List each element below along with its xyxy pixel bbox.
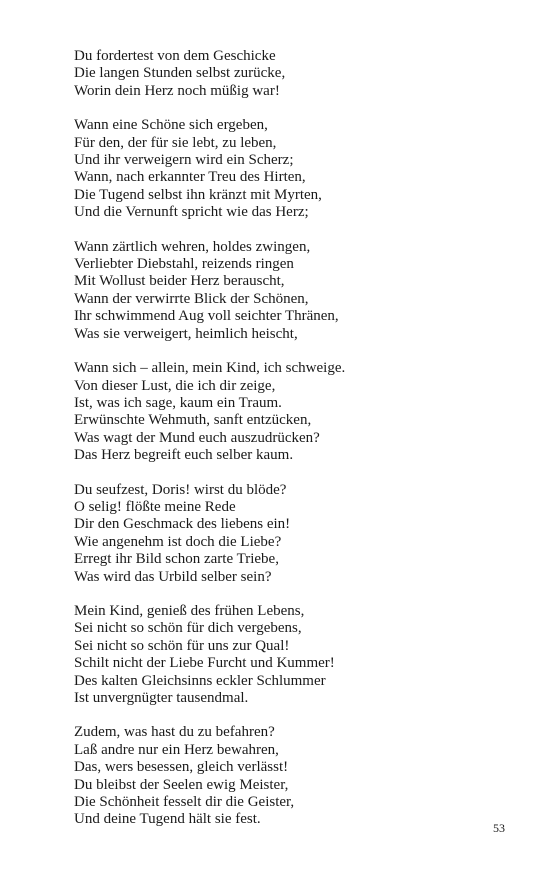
poem-line: Verliebter Diebstahl, reizends ringen	[74, 256, 294, 273]
poem-line: Und deine Tugend hält sie fest.	[74, 811, 261, 828]
poem-line: Schilt nicht der Liebe Furcht und Kummer!	[74, 655, 335, 672]
poem-line: Für den, der für sie lebt, zu leben,	[74, 134, 277, 151]
poem-line: Was wagt der Mund euch auszudrücken?	[74, 429, 320, 446]
stanza-1	[74, 48, 514, 100]
poem-line: Du seufzest, Doris! wirst du blöde?	[74, 481, 287, 498]
poem-line: Wann der verwirrte Blick der Schönen,	[74, 290, 309, 307]
poem-line: Sei nicht so schön für uns zur Qual!	[74, 637, 290, 654]
poem-line: Erwünschte Wehmuth, sanft entzücken,	[74, 412, 312, 429]
poem-line: Des kalten Gleichsinns eckler Schlummer	[74, 672, 326, 689]
poem-line: Die langen Stunden selbst zurücke,	[74, 65, 286, 82]
poem-line: Sei nicht so schön für dich vergebens,	[74, 620, 302, 637]
poem-line: Und die Vernunft spricht wie das Herz;	[74, 204, 309, 221]
stanza-5	[74, 482, 514, 586]
poem-line: Wie angenehm ist doch die Liebe?	[74, 533, 282, 550]
poem-text	[74, 48, 514, 846]
poem-line: Laß andre nur ein Herz bewahren,	[74, 741, 279, 758]
poem-line: Die Schönheit fesselt dir die Geister,	[74, 794, 295, 811]
poem-line: Du fordertest von dem Geschicke	[74, 48, 276, 64]
stanza-2	[74, 117, 514, 221]
poem-line: Mit Wollust beider Herz berauscht,	[74, 273, 285, 290]
poem-line: Das Herz begreift euch selber kaum.	[74, 447, 294, 464]
poem-line: Ihr schwimmend Aug voll seichter Thränen,	[74, 308, 339, 325]
poem-line: Das, wers besessen, gleich verlässt!	[74, 759, 289, 776]
poem-line: Ist unvergnügter tausendmal.	[74, 690, 249, 706]
stanza-4	[74, 360, 514, 464]
stanza-3	[74, 239, 514, 343]
poem-line: Und ihr verweigern wird ein Scherz;	[74, 152, 294, 169]
poem-line: Wann zärtlich wehren, holdes zwingen,	[74, 238, 311, 255]
poem-line: Die Tugend selbst ihn kränzt mit Myrten,	[74, 186, 322, 203]
poem-line: Wann eine Schöne sich ergeben,	[74, 117, 268, 134]
poem-line: Von dieser Lust, die ich dir zeige,	[74, 377, 276, 394]
poem-line: Mein Kind, genieß des frühen Lebens,	[74, 602, 305, 619]
stanza-7	[74, 724, 514, 828]
poem-line: Worin dein Herz noch müßig war!	[74, 82, 280, 99]
poem-line: Wann sich – allein, mein Kind, ich schweige.	[74, 360, 346, 377]
poem-line: Zudem, was hast du zu befahren?	[74, 724, 275, 741]
poem-line: Was wird das Urbild selber sein?	[74, 568, 272, 585]
poem-line: Was sie verweigert, heimlich heischt,	[74, 325, 298, 342]
poem-line: Wann, nach erkannter Treu des Hirten,	[74, 169, 306, 186]
poem-line: O selig! flößte meine Rede	[74, 498, 236, 515]
stanza-6	[74, 603, 514, 707]
poem-line: Ist, was ich sage, kaum ein Traum.	[74, 394, 282, 411]
page-number: 53	[493, 821, 505, 835]
poem-line: Erregt ihr Bild schon zarte Triebe,	[74, 551, 279, 568]
poem-line: Dir den Geschmack des liebens ein!	[74, 516, 291, 533]
poem-line: Du bleibst der Seelen ewig Meister,	[74, 776, 289, 793]
